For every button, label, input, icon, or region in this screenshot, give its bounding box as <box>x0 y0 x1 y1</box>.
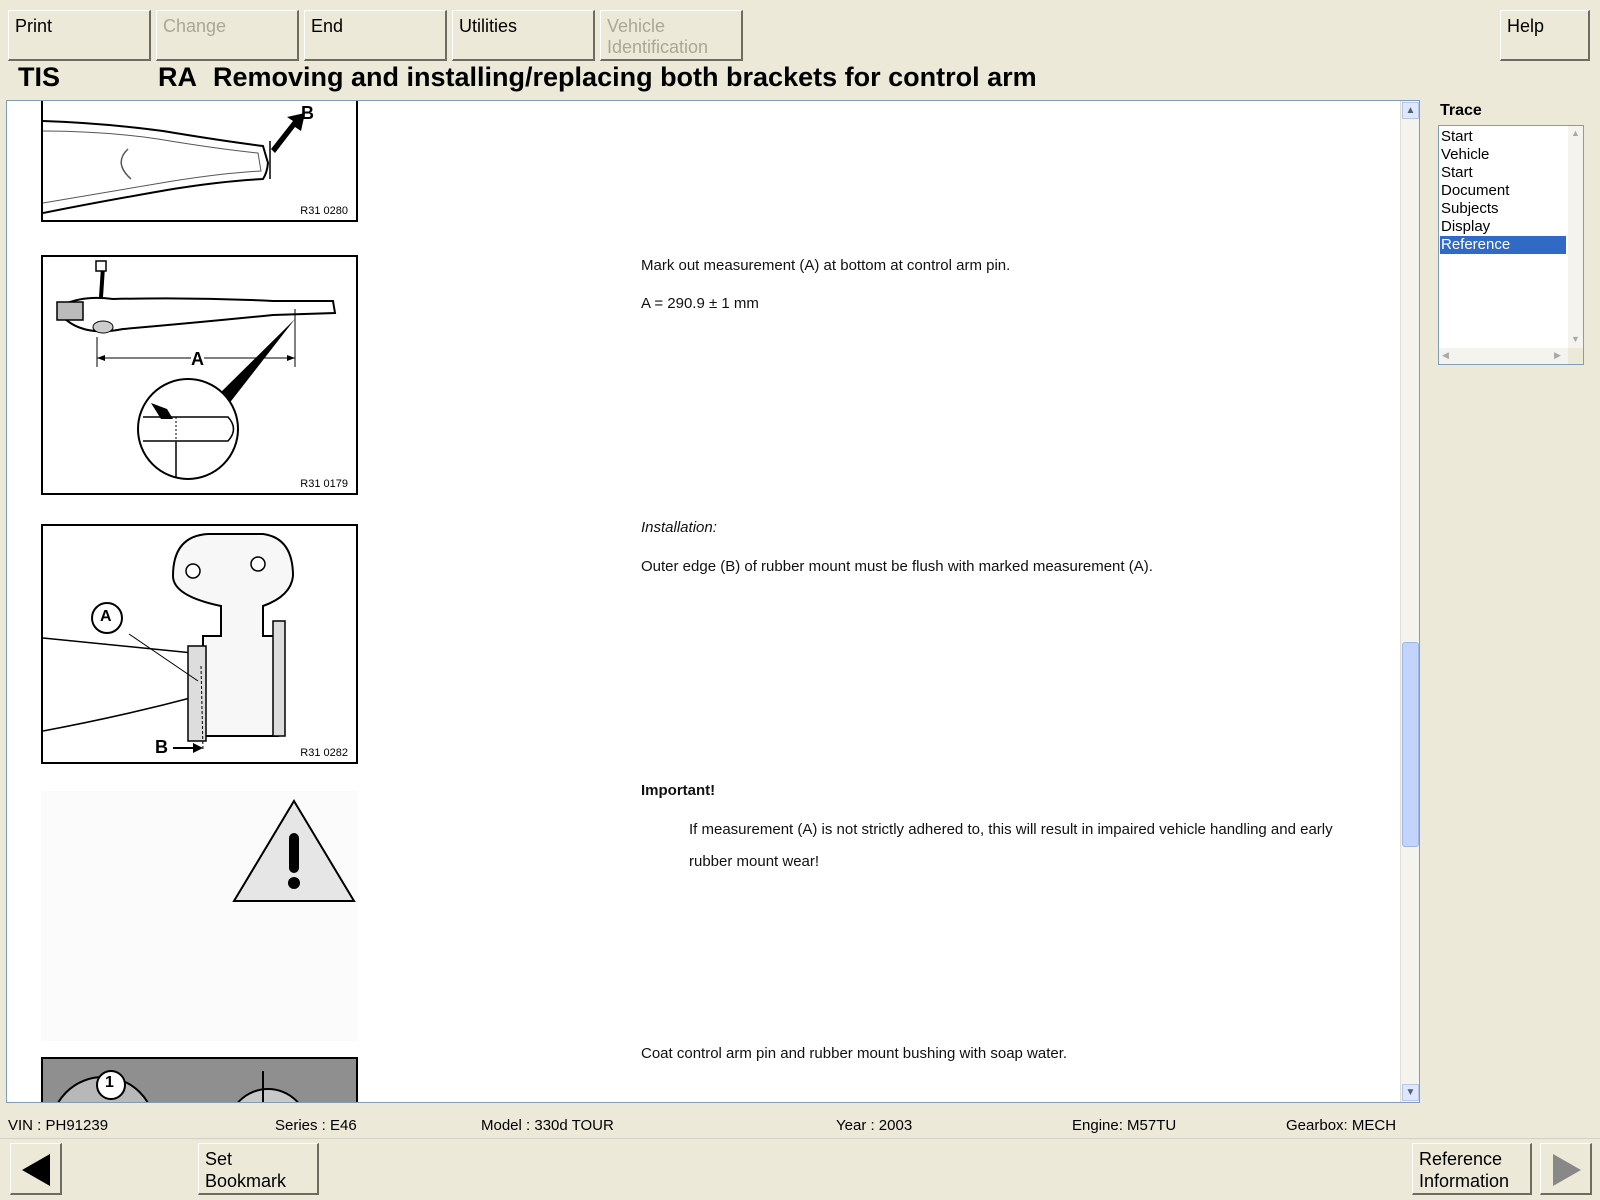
figure-label-1: 1 <box>105 1074 114 1091</box>
status-series: Series : E46 <box>275 1117 357 1134</box>
set-bookmark-button[interactable] <box>198 1143 319 1195</box>
step-measurement-value: A = 290.9 ± 1 mm <box>641 295 759 312</box>
change-button[interactable]: Change <box>156 10 299 61</box>
trace-item[interactable]: Start <box>1441 164 1473 181</box>
step-mark-measurement: Mark out measurement (A) at bottom at control arm pin. <box>641 257 1011 274</box>
figure-r31-0282 <box>41 524 358 764</box>
scroll-down-icon[interactable]: ▼ <box>1402 1084 1419 1101</box>
content-scrollbar[interactable] <box>1400 101 1419 1102</box>
print-button[interactable]: Print <box>8 10 151 61</box>
vehicle-id-label-line2: Identification <box>607 37 709 57</box>
document-type: RA <box>158 62 197 92</box>
set-bookmark-label-line1: Set <box>205 1149 233 1169</box>
status-model: Model : 330d TOUR <box>481 1117 614 1134</box>
figure-label-b: B <box>301 103 314 123</box>
trace-title: Trace <box>1440 102 1482 119</box>
trace-item[interactable]: Document <box>1441 182 1510 199</box>
utilities-button[interactable]: Utilities <box>452 10 595 61</box>
figure-r31-0280 <box>41 100 358 222</box>
reference-info-label-line1: Reference <box>1419 1149 1503 1169</box>
figure-r31-0179 <box>41 255 358 495</box>
important-heading: Important! <box>641 782 716 799</box>
figure-code: R31 0179 <box>300 478 348 490</box>
wheel-hub-photo <box>43 1059 358 1103</box>
vehicle-identification-button[interactable] <box>600 10 743 61</box>
figure-code: R31 0280 <box>300 205 348 217</box>
reference-info-label-line2: Information <box>1419 1171 1510 1191</box>
trace-item[interactable]: Display <box>1441 218 1491 235</box>
trace-item-selected[interactable]: Reference <box>1440 236 1566 254</box>
scroll-thumb[interactable] <box>1402 642 1419 847</box>
figure-label-b: B <box>155 737 168 757</box>
warning-icon <box>41 791 358 1041</box>
trace-horizontal-scrollbar[interactable] <box>1439 348 1568 364</box>
installation-heading: Installation: <box>641 519 717 536</box>
reference-information-button[interactable] <box>1412 1143 1532 1195</box>
figure-label-a: A <box>191 349 204 369</box>
scroll-right-icon[interactable]: ▶ <box>1554 350 1561 360</box>
important-line-2: rubber mount wear! <box>689 853 820 870</box>
trace-item[interactable]: Start <box>1441 128 1473 145</box>
rubber-mount-illustration <box>43 526 358 764</box>
trace-list[interactable] <box>1438 125 1584 365</box>
scroll-down-icon[interactable]: ▼ <box>1571 334 1580 344</box>
status-gearbox: Gearbox: MECH <box>1286 1117 1397 1134</box>
end-button[interactable]: End <box>304 10 447 61</box>
help-button[interactable]: Help <box>1500 10 1590 61</box>
figure-code: R31 0282 <box>300 747 348 759</box>
step-coat-soap-water: Coat control arm pin and rubber mount bushing with soap water. <box>641 1045 1068 1062</box>
trace-vertical-scrollbar[interactable] <box>1568 126 1583 348</box>
scroll-left-icon[interactable]: ◀ <box>1442 350 1449 360</box>
warning-panel <box>41 791 358 1041</box>
forward-arrow-icon[interactable] <box>1540 1143 1592 1195</box>
figure-wheel-hub <box>41 1057 358 1103</box>
scrollbar-corner <box>1568 348 1583 364</box>
control-arm-measurement-illustration <box>43 257 358 495</box>
trace-item[interactable]: Subjects <box>1441 200 1499 217</box>
page-title: Removing and installing/replacing both brackets for control arm <box>213 62 1037 92</box>
step-outer-edge: Outer edge (B) of rubber mount must be flush with marked measurement (A). <box>641 558 1153 575</box>
status-vin: VIN : PH91239 <box>8 1117 109 1134</box>
figure-label-a: A <box>100 608 112 625</box>
scroll-up-icon[interactable]: ▲ <box>1402 102 1419 119</box>
scroll-up-icon[interactable]: ▲ <box>1571 128 1580 138</box>
document-content <box>6 100 1420 1103</box>
back-arrow-icon[interactable] <box>10 1143 62 1195</box>
important-line-1: If measurement (A) is not strictly adhered to, this will result in impaired vehicle handling and early <box>689 821 1333 838</box>
vehicle-id-label-line1: Vehicle <box>607 16 666 36</box>
app-brand: TIS <box>18 62 61 92</box>
trace-item[interactable]: Vehicle <box>1441 146 1490 163</box>
set-bookmark-label-line2: Bookmark <box>205 1171 287 1191</box>
status-engine: Engine: M57TU <box>1072 1117 1177 1134</box>
status-year: Year : 2003 <box>836 1117 913 1134</box>
